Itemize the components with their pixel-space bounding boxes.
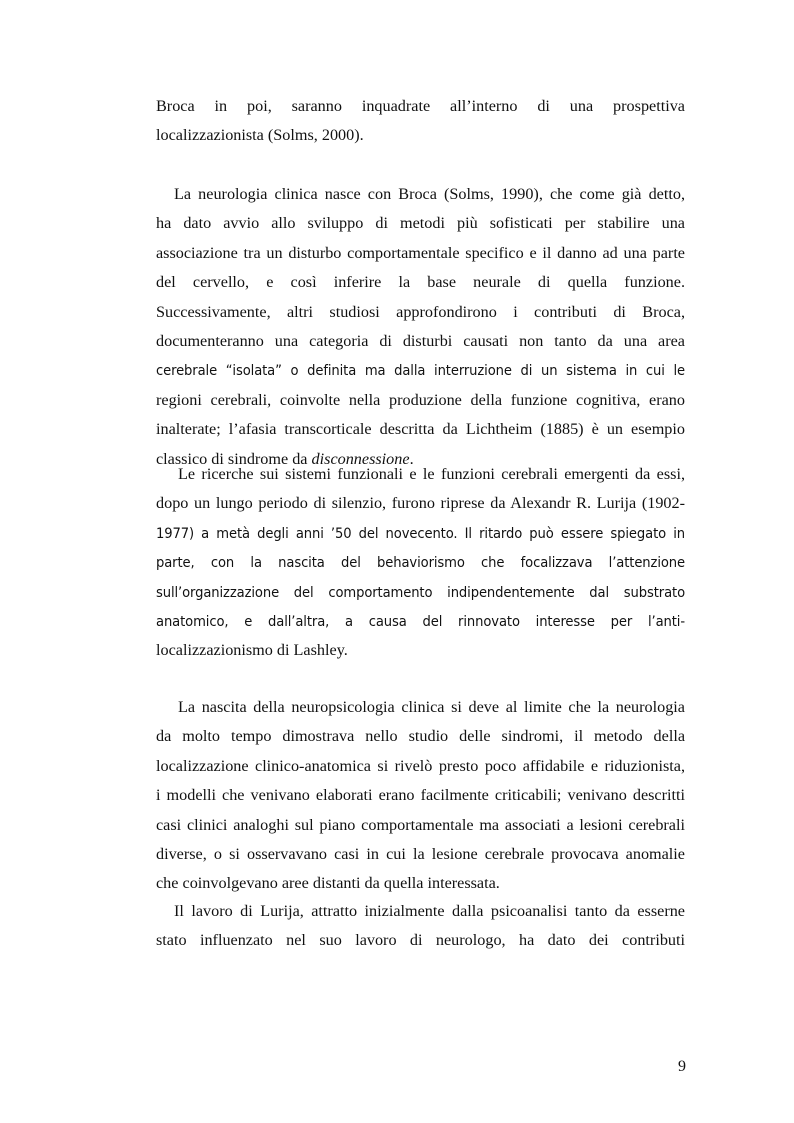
text-line: Broca in poi, saranno inquadrate all’interno di una prospettiva [156, 97, 685, 115]
text-line: localizzazione clinico-anatomica si rivelò presto poco affidabile e riduzionista, [156, 756, 685, 775]
text-line: La neurologia clinica nasce con Broca (Solms, 1990), che come già detto, [174, 185, 685, 203]
text-line: 1977) a metà degli anni ’50 del novecento. Il ritardo può essere spiegato in [156, 524, 685, 542]
text-line: parte, con la nascita del behaviorismo che focalizzava l’attenzione [156, 554, 685, 572]
paragraph-2 [156, 180, 685, 474]
text-line: dopo un lungo periodo di silenzio, furono riprese da Alexandr R. Lurija (1902- [156, 494, 685, 513]
text-line: localizzazionista (Solms, 2000). [156, 126, 364, 145]
paragraph-4 [156, 693, 685, 899]
page-number: 9 [678, 1058, 686, 1075]
text-line: stato influenzato nel suo lavoro di neurologo, ha dato dei contributi [156, 931, 685, 950]
paragraph-3 [156, 460, 685, 666]
text-fragment: . [409, 449, 414, 468]
text-line: anatomico, e dall’altra, a causa del rinnovato interesse per l’anti- [156, 612, 685, 630]
text-line: documenteranno una categoria di disturbi causati non tanto da una area [156, 331, 685, 350]
text-line: regioni cerebrali, coinvolte nella produzione della funzione cognitiva, erano [156, 390, 685, 409]
paragraph-5 [156, 897, 685, 956]
text-line: da molto tempo dimostrava nello studio delle sindromi, il metodo della [156, 727, 685, 746]
text-line: inalterate; l’afasia transcorticale descritta da Lichtheim (1885) è un esempio [156, 420, 685, 439]
text-line: Il lavoro di Lurija, attratto inizialmente dalla psicoanalisi tanto da esserne [174, 902, 685, 920]
text-line: sull’organizzazione del comportamento indipendentemente dal substrato [156, 583, 685, 601]
text-line: i modelli che venivano elaborati erano facilmente criticabili; venivano descritti [156, 786, 685, 805]
paragraph-1 [156, 92, 685, 151]
emphasis-text: disconnessione [311, 449, 410, 468]
text-line: ha dato avvio allo sviluppo di metodi più sofisticati per stabilire una [156, 214, 685, 233]
text-line: casi clinici analoghi sul piano comportamentale ma associati a lesioni cerebrali [156, 815, 685, 834]
text-line: cerebrale “isolata” o definita ma dalla interruzione di un sistema in cui le [156, 362, 685, 380]
text-line: localizzazionismo di Lashley. [156, 641, 348, 660]
text-line: Le ricerche sui sistemi funzionali e le funzioni cerebrali emergenti da essi, [178, 465, 685, 483]
text-line: diverse, o si osservavano casi in cui la lesione cerebrale provocava anomalie [156, 844, 685, 863]
text-line: che coinvolgevano aree distanti da quella interessata. [156, 874, 500, 893]
text-line: La nascita della neuropsicologia clinica si deve al limite che la neurologia [178, 698, 685, 716]
text-line: associazione tra un disturbo comportamentale specifico e il danno ad una parte [156, 243, 685, 262]
text-fragment: classico di sindrome da [156, 449, 308, 468]
text-line: del cervello, e così inferire la base neurale di quella funzione. [156, 273, 685, 292]
text-line: Successivamente, altri studiosi approfondirono i contributi di Broca, [156, 302, 685, 321]
